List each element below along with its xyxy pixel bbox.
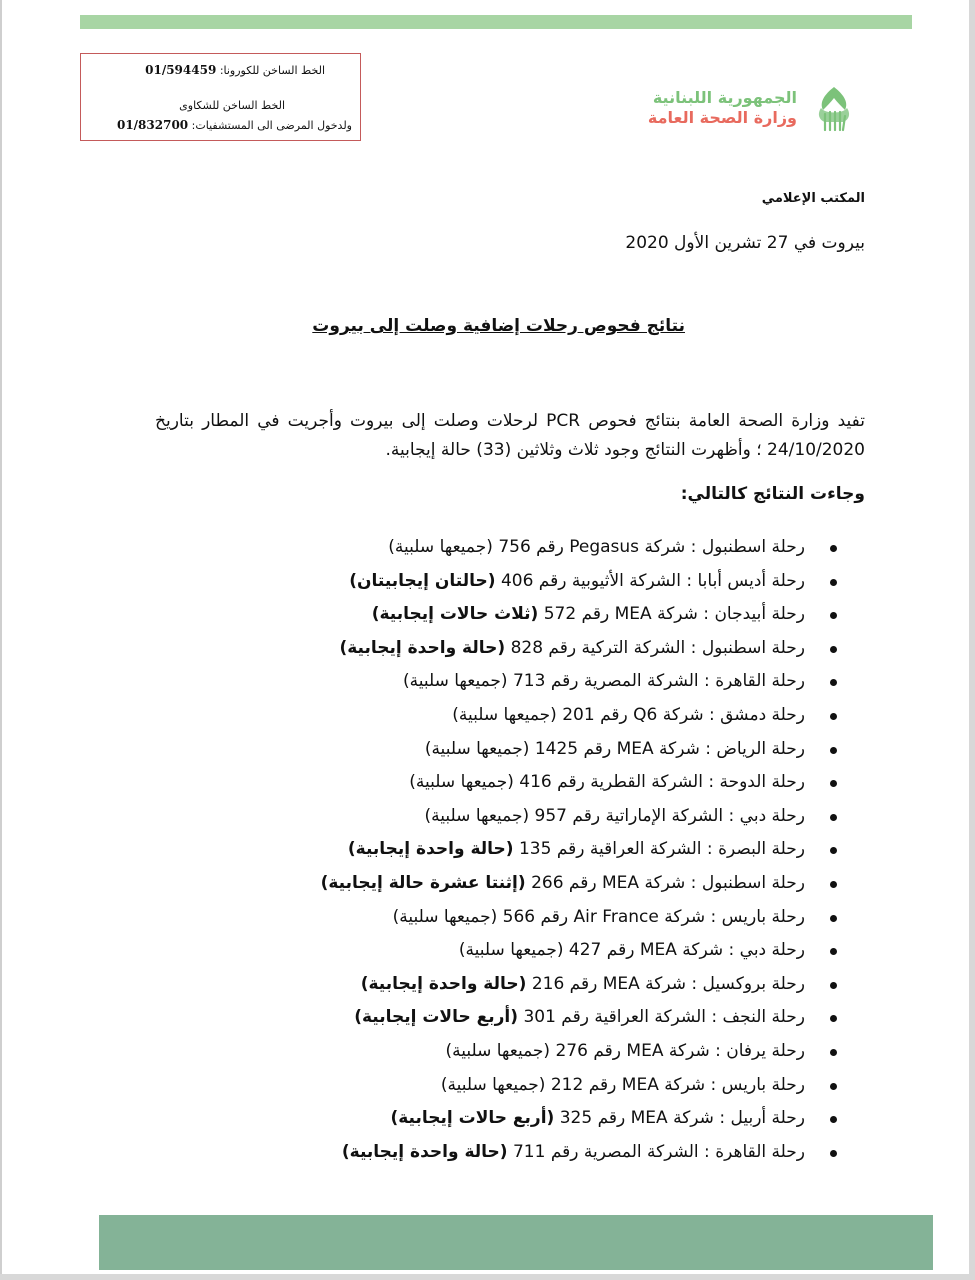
flight-item (237, 1001, 837, 1035)
header-green-bar (80, 15, 912, 29)
flight-result-negative: (جميعها سلبية) (409, 772, 514, 793)
bullet-icon (830, 1015, 837, 1022)
flight-description: رحلة باريس : شركة MEA رقم 212 (550, 1074, 805, 1095)
flight-item (237, 632, 837, 666)
flight-description: رحلة الرياض : شركة MEA رقم 1425 (534, 738, 805, 759)
hotline-box (80, 53, 361, 141)
flight-result-negative: (جميعها سلبية) (424, 738, 530, 759)
cedar-hand-icon (813, 84, 855, 132)
flight-result-positive: (أربع حالات إيجابية) (390, 1108, 555, 1129)
footer-green-bar (99, 1215, 933, 1270)
flight-description: رحلة يرفان : شركة MEA رقم 276 (555, 1040, 805, 1061)
flight-result-negative: (جميعها سلبية) (458, 940, 564, 961)
flight-result-negative: (جميعها سلبية) (424, 805, 530, 826)
flight-result-negative: (جميعها سلبية) (445, 1040, 551, 1061)
flight-item (237, 1035, 837, 1069)
ministry-logo (625, 84, 855, 134)
flight-item (237, 901, 837, 935)
flight-item (237, 699, 837, 733)
flight-item (237, 867, 837, 901)
flight-item (237, 968, 837, 1002)
flight-item (237, 1102, 837, 1136)
flight-item (237, 598, 837, 632)
bullet-icon (830, 612, 837, 619)
press-office-label: المكتب الإعلامي (761, 191, 865, 206)
admission-hotline-number: 01/832700 (116, 118, 189, 132)
flight-result-positive: (إثنتا عشرة حالة إيجابية) (320, 872, 526, 893)
bullet-icon (830, 1083, 837, 1090)
flight-description: رحلة دبي : الشركة الإماراتية رقم 957 (534, 805, 805, 826)
bullet-icon (830, 747, 837, 754)
flight-description: رحلة اسطنبول : شركة MEA رقم 266 (531, 872, 805, 893)
results-heading: وجاءت النتائج كالتالي: (680, 484, 865, 504)
bullet-icon (830, 814, 837, 821)
flight-item (237, 833, 837, 867)
flight-result-positive: (حالتان إيجابيتان) (349, 570, 496, 591)
admission-hotline-label: ولدخول المرضى الى المستشفيات: (191, 119, 352, 132)
flight-result-positive: (حالة واحدة إيجابية) (347, 839, 514, 860)
flight-result-positive: (ثلاث حالات إيجابية) (371, 604, 539, 625)
flight-result-positive: (أربع حالات إيجابية) (354, 1007, 519, 1028)
flight-results-list (237, 531, 837, 1169)
bullet-icon (830, 881, 837, 888)
bullet-icon (830, 1116, 837, 1123)
logo-republic-text: الجمهورية اللبنانية (652, 88, 797, 107)
flight-description: رحلة اسطنبول : شركة Pegasus رقم 756 (498, 537, 805, 557)
bullet-icon (830, 646, 837, 653)
page-frame-bottom (0, 1274, 975, 1280)
flight-result-positive: (حالة واحدة إيجابية) (360, 973, 527, 994)
page-frame-left (0, 0, 2, 1280)
flight-item (237, 934, 837, 968)
bullet-icon (830, 1150, 837, 1157)
bullet-icon (830, 1049, 837, 1056)
flight-description: رحلة القاهرة : الشركة المصرية رقم 713 (512, 671, 805, 692)
flight-description: رحلة أديس أبابا : الشركة الأثيوبية رقم 406 (500, 570, 805, 591)
flight-result-negative: (جميعها سلبية) (388, 537, 493, 557)
document-date: بيروت في 27 تشرين الأول 2020 (625, 233, 865, 253)
flight-result-negative: (جميعها سلبية) (452, 704, 557, 725)
flight-item (237, 1136, 837, 1170)
flight-item (237, 531, 837, 565)
flight-description: رحلة أربيل : شركة MEA رقم 325 (559, 1108, 805, 1129)
flight-result-negative: (جميعها سلبية) (392, 906, 498, 927)
admission-hotline (117, 117, 352, 134)
corona-hotline (145, 62, 325, 79)
bullet-icon (830, 780, 837, 787)
flight-description: رحلة اسطنبول : الشركة التركية رقم 828 (510, 637, 805, 658)
flight-description: رحلة الدوحة : الشركة القطرية رقم 416 (519, 772, 805, 793)
flight-item (237, 800, 837, 834)
bullet-icon (830, 948, 837, 955)
bullet-icon (830, 579, 837, 586)
complaints-hotline-label: الخط الساخن للشكاوى (179, 99, 285, 112)
bullet-icon (830, 679, 837, 686)
flight-result-positive: (حالة واحدة إيجابية) (341, 1141, 508, 1162)
page-frame-right (969, 0, 975, 1280)
logo-ministry-text: وزارة الصحة العامة (647, 108, 797, 127)
flight-item (237, 733, 837, 767)
bullet-icon (830, 713, 837, 720)
flight-description: رحلة البصرة : الشركة العراقية رقم 135 (518, 839, 805, 860)
flight-description: رحلة بروكسيل : شركة MEA رقم 216 (531, 973, 805, 994)
document-title: نتائج فحوص رحلات إضافية وصلت إلى بيروت (312, 316, 685, 336)
bullet-icon (830, 847, 837, 854)
flight-result-negative: (جميعها سلبية) (402, 671, 508, 692)
flight-item (237, 1069, 837, 1103)
corona-hotline-label: الخط الساخن للكورونا: (219, 64, 325, 77)
flight-description: رحلة باريس : شركة Air France رقم 566 (502, 906, 805, 927)
bullet-icon (830, 982, 837, 989)
flight-item (237, 665, 837, 699)
flight-item (237, 565, 837, 599)
flight-item (237, 766, 837, 800)
flight-description: رحلة النجف : الشركة العراقية رقم 301 (523, 1007, 805, 1028)
flight-description: رحلة دبي : شركة MEA رقم 427 (568, 940, 805, 961)
corona-hotline-number: 01/594459 (145, 63, 217, 77)
bullet-icon (830, 545, 837, 552)
bullet-icon (830, 915, 837, 922)
flight-description: رحلة أبيدجان : شركة MEA رقم 572 (543, 604, 805, 625)
flight-description: رحلة دمشق : شركة Q6 رقم 201 (562, 704, 805, 725)
flight-result-positive: (حالة واحدة إيجابية) (339, 637, 506, 658)
flight-description: رحلة القاهرة : الشركة المصرية رقم 711 (512, 1141, 805, 1162)
flight-result-negative: (جميعها سلبية) (440, 1074, 546, 1095)
intro-paragraph: تفيد وزارة الصحة العامة بنتائج فحوص PCR لرحلات وصلت إلى بيروت وأجريت في المطار بتاريخ 24/10/2020 ؛ وأظهرت النتائج وجود ثلاث وثلاثين (33) حالة إيجابية. (155, 411, 865, 460)
